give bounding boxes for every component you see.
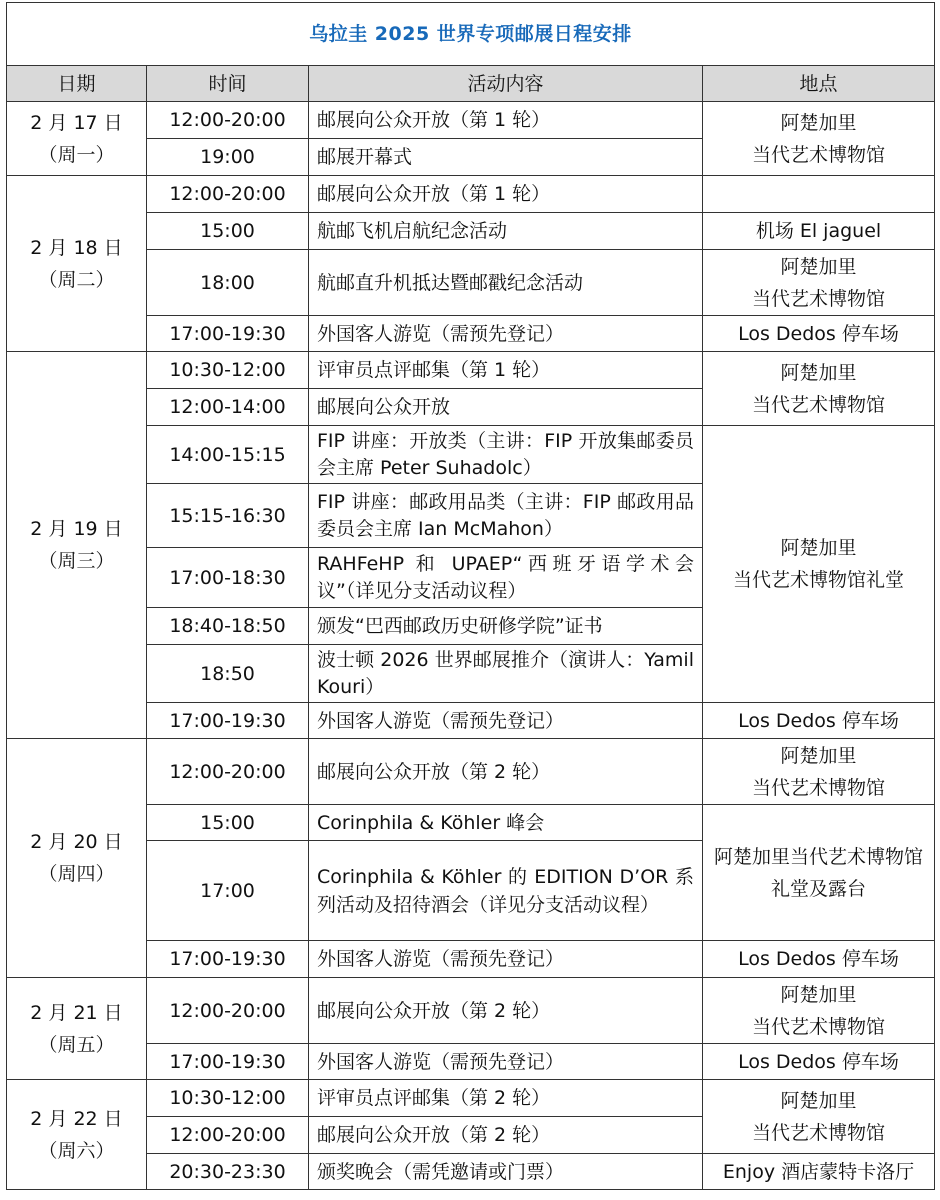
time-cell: 12:00-20:00	[147, 978, 309, 1044]
table-row	[7, 703, 935, 739]
activity-cell: 外国客人游览（需预先登记）	[309, 316, 703, 352]
location-cell: 阿楚加里 当代艺术博物馆	[703, 250, 935, 316]
date-cell	[7, 1080, 147, 1190]
location-cell: 阿楚加里 当代艺术博物馆	[703, 978, 935, 1044]
date-label: 2 月 22 日	[30, 1107, 123, 1130]
table-row	[7, 941, 935, 978]
activity-cell: 外国客人游览（需预先登记）	[309, 1044, 703, 1080]
activity-cell: 邮展向公众开放	[309, 389, 703, 426]
activity-cell: 外国客人游览（需预先登记）	[309, 941, 703, 978]
weekday-label: （周五）	[38, 1033, 115, 1056]
time-cell: 17:00-18:30	[147, 548, 309, 608]
activity-cell: 邮展向公众开放（第 1 轮）	[309, 102, 703, 139]
time-cell: 10:30-12:00	[147, 352, 309, 389]
location-cell: Los Dedos 停车场	[703, 316, 935, 352]
activity-cell: 邮展向公众开放（第 1 轮）	[309, 176, 703, 213]
time-cell: 12:00-14:00	[147, 389, 309, 426]
activity-cell: 邮展向公众开放（第 2 轮）	[309, 739, 703, 805]
header-location: 地点	[703, 66, 935, 102]
location-cell: Los Dedos 停车场	[703, 1044, 935, 1080]
location-cell: 阿楚加里 当代艺术博物馆礼堂	[703, 426, 935, 703]
activity-cell: FIP 讲座：开放类（主讲：FIP 开放集邮委员会主席 Peter Suhadolc）	[309, 426, 703, 484]
header-time: 时间	[147, 66, 309, 102]
activity-cell: 邮展向公众开放（第 2 轮）	[309, 1117, 703, 1154]
time-cell: 20:30-23:30	[147, 1154, 309, 1190]
location-cell: Los Dedos 停车场	[703, 703, 935, 739]
location-line: 阿楚加里 当代艺术博物馆	[751, 111, 885, 166]
time-cell: 17:00	[147, 841, 309, 941]
table-row	[7, 352, 935, 389]
date-label: 2 月 18 日	[30, 236, 123, 259]
location-cell	[703, 176, 935, 213]
table-row	[7, 1080, 935, 1117]
date-cell	[7, 352, 147, 739]
date-cell	[7, 102, 147, 176]
location-cell: Enjoy 酒店蒙特卡洛厅	[703, 1154, 935, 1190]
activity-cell: 波士顿 2026 世界邮展推介（演讲人：Yamil Kouri）	[309, 645, 703, 703]
table-row	[7, 978, 935, 1044]
time-cell: 18:40-18:50	[147, 608, 309, 645]
time-cell: 12:00-20:00	[147, 739, 309, 805]
weekday-label: （周四）	[38, 863, 115, 885]
schedule-table	[6, 2, 935, 1190]
header-activity: 活动内容	[309, 66, 703, 102]
date-cell	[7, 176, 147, 352]
activity-cell: FIP 讲座：邮政用品类（主讲：FIP 邮政用品委员会主席 Ian McMahon）	[309, 484, 703, 548]
activity-cell: 评审员点评邮集（第 2 轮）	[309, 1080, 703, 1117]
time-cell: 12:00-20:00	[147, 102, 309, 139]
date-cell	[7, 978, 147, 1080]
weekday-label: （周六）	[38, 1139, 115, 1162]
time-cell: 19:00	[147, 139, 309, 176]
date-label: 2 月 19 日	[30, 518, 123, 540]
table-row	[7, 250, 935, 316]
table-row	[7, 1044, 935, 1080]
time-cell: 17:00-19:30	[147, 1044, 309, 1080]
table-row	[7, 213, 935, 250]
date-label: 2 月 17 日	[30, 111, 123, 134]
date-label: 2 月 21 日	[30, 1001, 123, 1024]
time-cell: 17:00-19:30	[147, 316, 309, 352]
activity-cell: 航邮飞机启航纪念活动	[309, 213, 703, 250]
location-cell	[703, 102, 935, 176]
location-cell: 阿楚加里 当代艺术博物馆	[703, 739, 935, 805]
location-cell: 机场 El jaguel	[703, 213, 935, 250]
weekday-label: （周三）	[38, 550, 115, 572]
time-cell: 18:50	[147, 645, 309, 703]
location-cell: 阿楚加里 当代艺术博物馆	[703, 352, 935, 426]
activity-cell: 外国客人游览（需预先登记）	[309, 703, 703, 739]
table-row	[7, 102, 935, 139]
location-cell: 阿楚加里当代艺术博物馆礼堂及露台	[703, 805, 935, 941]
time-cell: 10:30-12:00	[147, 1080, 309, 1117]
weekday-label: （周一）	[38, 143, 115, 166]
time-cell: 12:00-20:00	[147, 176, 309, 213]
table-row	[7, 805, 935, 841]
activity-cell: RAHFeHP 和 UPAEP“西班牙语学术会议”（详见分支活动议程）	[309, 548, 703, 608]
table-row	[7, 1154, 935, 1190]
activity-cell: 颁发“巴西邮政历史研修学院”证书	[309, 608, 703, 645]
time-cell: 15:00	[147, 213, 309, 250]
location-cell: 阿楚加里 当代艺术博物馆	[703, 1080, 935, 1154]
table-row	[7, 739, 935, 805]
activity-cell: Corinphila & Köhler 的 EDITION D’OR 系列活动及招待酒会（详见分支活动议程）	[309, 841, 703, 941]
date-label: 2 月 20 日	[30, 831, 123, 853]
activity-cell: Corinphila & Köhler 峰会	[309, 805, 703, 841]
activity-cell: 航邮直升机抵达暨邮戳纪念活动	[309, 250, 703, 316]
weekday-label: （周二）	[38, 268, 115, 291]
time-cell: 18:00	[147, 250, 309, 316]
time-cell: 15:15-16:30	[147, 484, 309, 548]
time-cell: 12:00-20:00	[147, 1117, 309, 1154]
location-cell: Los Dedos 停车场	[703, 941, 935, 978]
table-row	[7, 426, 935, 484]
table-row	[7, 316, 935, 352]
activity-cell: 评审员点评邮集（第 1 轮）	[309, 352, 703, 389]
time-cell: 17:00-19:30	[147, 703, 309, 739]
date-cell	[7, 739, 147, 978]
time-cell: 14:00-15:15	[147, 426, 309, 484]
time-cell: 17:00-19:30	[147, 941, 309, 978]
table-row	[7, 176, 935, 213]
page-title: 乌拉圭 2025 世界专项邮展日程安排	[7, 3, 935, 66]
header-date: 日期	[7, 66, 147, 102]
header-row	[7, 66, 935, 102]
activity-cell: 邮展向公众开放（第 2 轮）	[309, 978, 703, 1044]
activity-cell: 邮展开幕式	[309, 139, 703, 176]
time-cell: 15:00	[147, 805, 309, 841]
activity-cell: 颁奖晚会（需凭邀请或门票）	[309, 1154, 703, 1190]
